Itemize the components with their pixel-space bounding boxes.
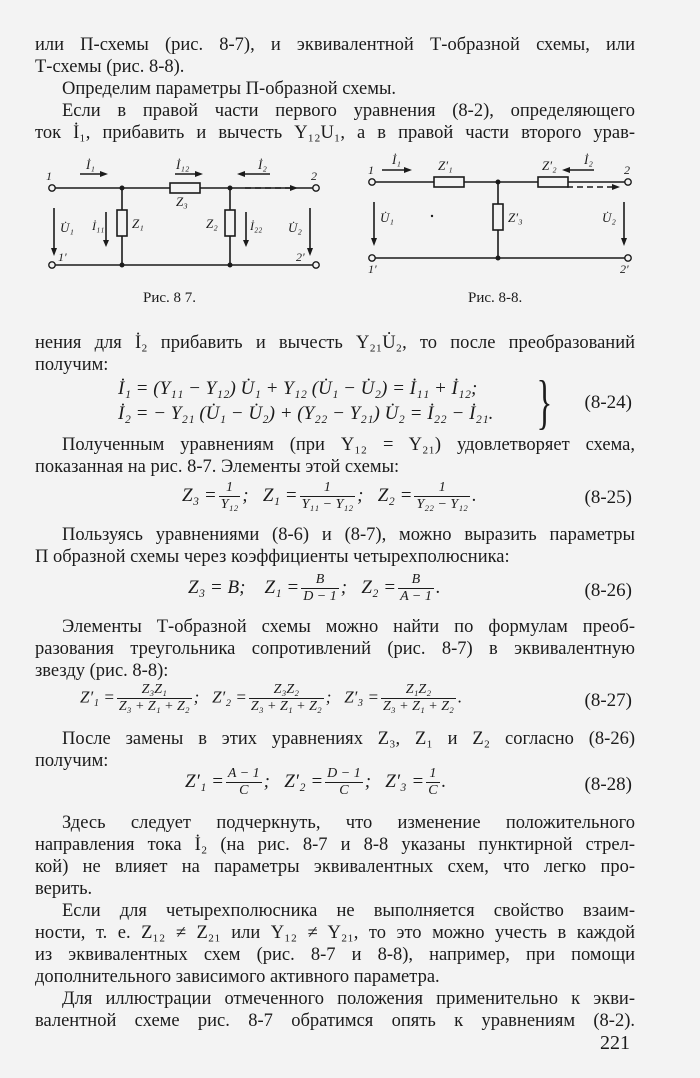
current-i22-label: İ₂₂ (250, 219, 263, 233)
numerator: B (398, 572, 434, 589)
z2-label: Z₂ (206, 216, 218, 231)
text-line: П образной схемы через коэффициенты четырехполюсника: (35, 547, 510, 567)
equation-8-24-line1: İ₁ = (Y₁₁ − Y₁₂) U̇₁ + Y₁₂ (U̇₁ − U̇₂) = İ₁₁ + İ₁₂; (118, 378, 478, 399)
text-line: или П-схемы (рис. 8-7), и эквивалентной Т-образной схемы, или (35, 35, 635, 55)
z1-label: Z₁ (132, 216, 144, 231)
text-line: Если в правой части первого уравнения (8-2), определяющего (62, 101, 635, 121)
text-line: Пользуясь уравнениями (8-6) и (8-7), можно выразить параметры (62, 525, 635, 545)
u1-label: U̇₁ (380, 210, 394, 225)
fraction (300, 480, 356, 513)
figure-8-8-circuit (362, 150, 652, 280)
node-1p-label: 1' (58, 250, 67, 264)
text-line: направления тока İ₂ (на рис. 8-7 и 8-8 указаны пунктирной стрел- (35, 835, 635, 855)
text-line: Для иллюстрации отмеченного положения применительно к экви- (62, 989, 635, 1009)
numerator: A − 1 (227, 766, 260, 781)
equation-8-27 (80, 682, 462, 715)
fraction (426, 766, 439, 799)
equation-brace: } (536, 369, 553, 435)
node-1p-label: 1' (368, 262, 377, 276)
denominator: C (428, 783, 438, 798)
eq-term: Z′₃ = (385, 770, 425, 792)
z3p-label: Z′₃ (508, 210, 523, 225)
separator: ; (242, 484, 249, 506)
numerator: 1 (414, 480, 470, 497)
u2-label: U̇₂ (288, 220, 302, 235)
fraction (325, 766, 363, 799)
separator: . (435, 576, 441, 598)
fraction (398, 572, 434, 605)
node-2-label: 2 (311, 169, 317, 183)
text-line: получим: (35, 751, 109, 771)
current-i12-label: İ₁₂ (176, 157, 190, 172)
denominator: Z₃ + Z₁ + Z₂ (383, 699, 454, 714)
equation-number: (8-28) (584, 774, 632, 795)
separator: . (471, 484, 477, 506)
equation-number: (8-26) (584, 580, 632, 601)
equation-8-28 (185, 766, 446, 799)
current-i2-label: İ₂ (584, 152, 593, 167)
text-line: валентной схеме рис. 8-7 обратимся опять к уравнениям (8-2). (35, 1011, 635, 1031)
node-2p-label: 2' (296, 250, 305, 264)
current-i1-label: İ₁ (86, 157, 95, 172)
separator: ; (325, 687, 332, 707)
separator: ; (340, 576, 348, 598)
text-line: Если для четырехполюсника не выполняется свойство взаим- (62, 901, 635, 921)
text-line: звезду (рис. 8-8): (35, 661, 169, 681)
separator: ; (263, 770, 270, 792)
denominator: Z₃ + Z₁ + Z₂ (118, 699, 190, 714)
eq-term: Z₂ = (361, 576, 397, 598)
fraction (249, 682, 324, 715)
denominator: C (339, 783, 349, 798)
eq-term: Z₂ = (377, 484, 413, 506)
page-number: 221 (600, 1032, 630, 1054)
current-i2-label: İ₂ (258, 157, 267, 172)
current-i11-label: İ₁₁ (92, 219, 105, 233)
equation-8-25 (182, 480, 477, 513)
text-line: верить. (35, 879, 93, 899)
text-line: Здесь следует подчеркнуть, что изменение положительного (62, 813, 635, 833)
current-i1-label: İ₁ (392, 152, 401, 167)
eq-term: Z₁ = (264, 576, 300, 598)
numerator: 1 (219, 480, 241, 497)
text-line: После замены в этих уравнениях Z₃, Z₁ и Z₂ согласно (8-26) (62, 729, 635, 749)
separator: ; (357, 484, 364, 506)
text-line: ности, т. е. Z₁₂ ≠ Z₂₁ или Y₁₂ ≠ Y₂₁, то это можно учесть в каждой (35, 923, 635, 943)
text-line: Элементы Т-образной схемы можно найти по формулам преоб- (62, 617, 635, 637)
node-2-label: 2 (624, 163, 630, 177)
text-line: Полученным уравнениям (при Y₁₂ = Y₂₁) удовлетворяет схема, (62, 435, 635, 455)
numerator: Z₃Z₂ (249, 682, 324, 699)
numerator: Z₁Z₂ (381, 682, 456, 699)
fraction (414, 480, 470, 513)
equation-number: (8-24) (584, 392, 632, 413)
eq-term: Z′₃ = (344, 687, 379, 707)
denominator: D − 1 (303, 589, 337, 604)
eq-term: Z₃ = B; (188, 576, 246, 598)
figure-8-7-circuit (40, 150, 330, 280)
eq-term: Z₁ = (262, 484, 298, 506)
text-line: ток İ₁, прибавить и вычесть Y₁₂U₁, а в правой части второго урав- (35, 123, 635, 143)
text-line: дополнительного зависимого активного параметра. (35, 967, 440, 987)
separator: ; (193, 687, 200, 707)
equation-8-26 (188, 572, 441, 605)
u1-label: U̇₁ (60, 220, 74, 235)
u2-label: U̇₂ (602, 210, 616, 225)
figure-8-8-caption: Рис. 8-8. (468, 290, 523, 306)
equation-number: (8-25) (584, 487, 632, 508)
denominator: A − 1 (400, 589, 432, 604)
node-2p-label: 2' (620, 262, 629, 276)
denominator: Y₁₂ (220, 497, 239, 512)
equation-number: (8-27) (584, 690, 632, 711)
separator: ; (364, 770, 372, 792)
denominator: Y₁₁ − Y₁₂ (301, 497, 354, 512)
equation-8-24-line2: İ₂ = − Y₂₁ (U̇₁ − U̇₂) + (Y₂₂ − Y₂₁) U̇₂ = İ₂₂ − İ₂₁. (118, 403, 494, 424)
z1p-label: Z′₁ (438, 158, 453, 173)
fraction (381, 682, 456, 715)
eq-term: Z′₂ = (212, 687, 247, 707)
text-line: разования треугольника сопротивлений (рис. 8-7) в эквивалентную (35, 639, 635, 659)
numerator: 1 (300, 480, 356, 497)
eq-term: Z′₁ = (185, 770, 224, 792)
node-1-label: 1 (368, 163, 374, 177)
numerator: D − 1 (327, 766, 361, 781)
text-line: Определим параметры П-образной схемы. (62, 79, 397, 99)
figure-8-7-caption: Рис. 8 7. (143, 290, 197, 306)
fraction (117, 682, 192, 715)
denominator: C (239, 783, 249, 798)
text-line: Т-схемы (рис. 8-8). (35, 57, 185, 77)
fraction (301, 572, 339, 605)
text-line: кой) не влияет на параметры эквивалентных схем, что легко про- (35, 857, 635, 877)
node-1-label: 1 (46, 169, 52, 183)
fraction (226, 766, 262, 799)
numerator: B (301, 572, 339, 589)
separator: . (441, 770, 447, 792)
denominator: Y₂₂ − Y₁₂ (416, 497, 468, 512)
text-line: показанная на рис. 8-7. Элементы этой схемы: (35, 457, 400, 477)
eq-term: Z₃ = (182, 484, 217, 506)
z2p-label: Z′₂ (542, 158, 557, 173)
text-line: нения для İ₂ прибавить и вычесть Y₂₁U̇₂, то после преобразований (35, 333, 635, 353)
eq-term: Z′₂ = (284, 770, 324, 792)
numerator: Z₃Z₁ (117, 682, 192, 699)
text-line: получим: (35, 355, 109, 375)
numerator: 1 (426, 766, 439, 783)
eq-term: Z′₁ = (80, 687, 115, 707)
text-line: из эквивалентных схем (рис. 8-7 и 8-8), например, при помощи (35, 945, 635, 965)
z3-label: Z₃ (176, 194, 188, 209)
fraction (219, 480, 241, 513)
denominator: Z₃ + Z₁ + Z₂ (250, 699, 322, 714)
separator: . (457, 687, 463, 707)
